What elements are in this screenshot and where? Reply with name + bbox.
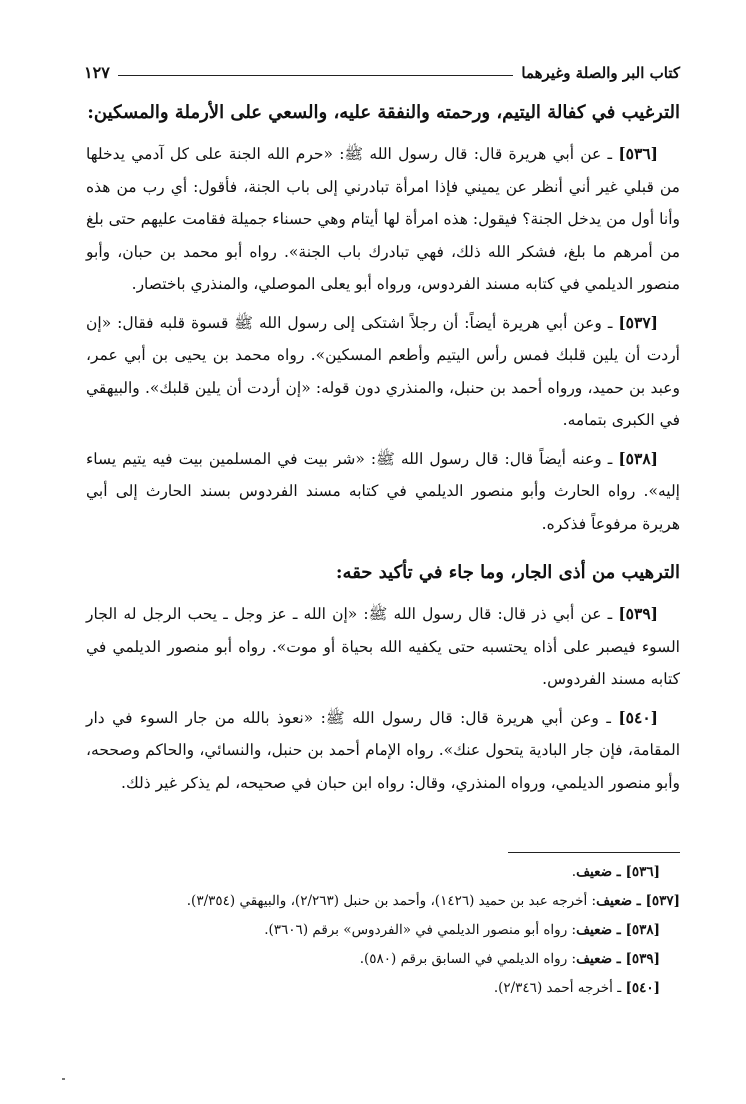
hadith-text: ـ عن أبي ذر قال: قال رسول الله ﷺ: «إن الله ـ عز وجل ـ يحب الرجل له الجار السوء فيصبر على أذاه يحتسبه حتى يكفيه الله بحياة أو موت». رواه أبو منصور الديلمي في كتابه مسند الفردوس. (86, 605, 680, 688)
running-header (84, 58, 680, 82)
main-text (86, 96, 680, 805)
section-gap (86, 546, 680, 556)
footnote-text: : أخرجه عبد بن حميد (١٤٢٦)، وأحمد بن حنبل (٢/٢٦٣)، والبيهقي (٣/٣٥٤). (186, 893, 597, 909)
footnote-text: . (571, 864, 577, 880)
hadith-entry (86, 138, 680, 301)
hadith-entry (86, 702, 680, 800)
footnote-text: ـ أخرجه أحمد (٢/٣٤٦). (493, 980, 626, 996)
hadith-number: [٥٣٦] (618, 144, 658, 163)
footnote-number: [٥٣٨] (625, 922, 660, 938)
header-rule (118, 75, 514, 76)
footnote (86, 945, 680, 974)
hadith-text: ـ وعنه أيضاً قال: قال رسول الله ﷺ: «شر بيت في المسلمين بيت فيه يتيم يساء إليه». رواه الحارث وأبو منصور الديلمي في كتابه مسند الفردوس بسند الحارث إلى أبي هريرة مرفوعاً فذكره. (86, 449, 680, 533)
hadith-number: [٥٣٨] (618, 448, 658, 468)
footnote-number: [٥٤٠] (625, 980, 660, 996)
footnote (86, 858, 680, 887)
footnote-text: : رواه الديلمي في السابق برقم (٥٨٠). (359, 951, 577, 967)
hadith-number: [٥٣٧] (618, 312, 658, 332)
book-title: كتاب البر والصلة وغيرهما (521, 64, 680, 82)
hadith-text: ـ وعن أبي هريرة أيضاً: أن رجلاً اشتكى إلى رسول الله ﷺ قسوة قلبه فقال: «إن أردت أن يلين قلبك فمس رأس اليتيم وأطعم المسكين». رواه محمد بن يحيى بن أبي عمر، وعبد بن حميد، ورواه أحمد بن حنبل، والمنذري دون قوله: «إن أردت أن يلين قلبك». والبيهقي في الكبرى بتمامه. (86, 313, 680, 429)
hadith-number: [٥٤٠] (618, 707, 658, 727)
footnote (86, 974, 680, 1003)
footnote-grade: ـ ضعيف (576, 951, 626, 967)
footnotes (86, 858, 680, 1003)
footnote-number: [٥٣٦] (625, 864, 660, 880)
footnote-number: [٥٣٩] (625, 951, 660, 967)
footnote-grade: ـ ضعيف (596, 893, 646, 909)
footnote (86, 916, 680, 945)
footnote-text: : رواه أبو منصور الديلمي في «الفردوس» برقم (٣٦٠٦). (264, 922, 577, 938)
hadith-number: [٥٣٩] (618, 604, 658, 623)
footnote-grade: ـ ضعيف (576, 864, 626, 880)
page-number: ١٢٧ (84, 63, 110, 82)
section-title-orphan-care: الترغيب في كفالة اليتيم، ورحمته والنفقة عليه، والسعي على الأرملة والمسكين: (87, 102, 680, 123)
footnote-grade: ـ ضعيف (576, 922, 626, 938)
scan-speck (62, 1078, 65, 1080)
hadith-entry (86, 307, 680, 437)
hadith-entry (86, 443, 680, 541)
hadith-text: ـ عن أبي هريرة قال: قال رسول الله ﷺ: «حرم الله الجنة على كل آدمي يدخلها من قبلي غير أني أنظر عن يميني فإذا امرأة تبادرني إلى باب الجنة، فأقول: أي رب من هذه وأنا أول من يدخل الجنة؟ فيقول: هذه امرأة لها أيتام وهي حسناء جميلة فقامت عليهم حتى بلغ من أمرهم ما بلغ، فشكر الله ذلك، فهي تبادرك باب الجنة». رواه أبو محمد بن حبان، وأبو منصور الديلمي في كتابه مسند الفردوس، ورواه أبو يعلى الموصلي، والمنذري باختصار. (86, 145, 680, 293)
hadith-entry (86, 598, 680, 696)
section-title-neighbor: الترهيب من أذى الجار، وما جاء في تأكيد حقه: (335, 562, 680, 583)
footnote (86, 887, 680, 916)
footnote-number: [٥٣٧] (645, 893, 680, 909)
footnote-rule (508, 852, 680, 853)
hadith-text: ـ وعن أبي هريرة قال: قال رسول الله ﷺ: «نعوذ بالله من جار السوء في دار المقامة، فإن جار البادية يتحول عنك». رواه الإمام أحمد بن حنبل، والنسائي، والحاكم وصححه، وأبو منصور الديلمي، ورواه المنذري، وقال: رواه ابن حبان في صحيحه، لم يذكر غير ذلك. (86, 708, 680, 792)
